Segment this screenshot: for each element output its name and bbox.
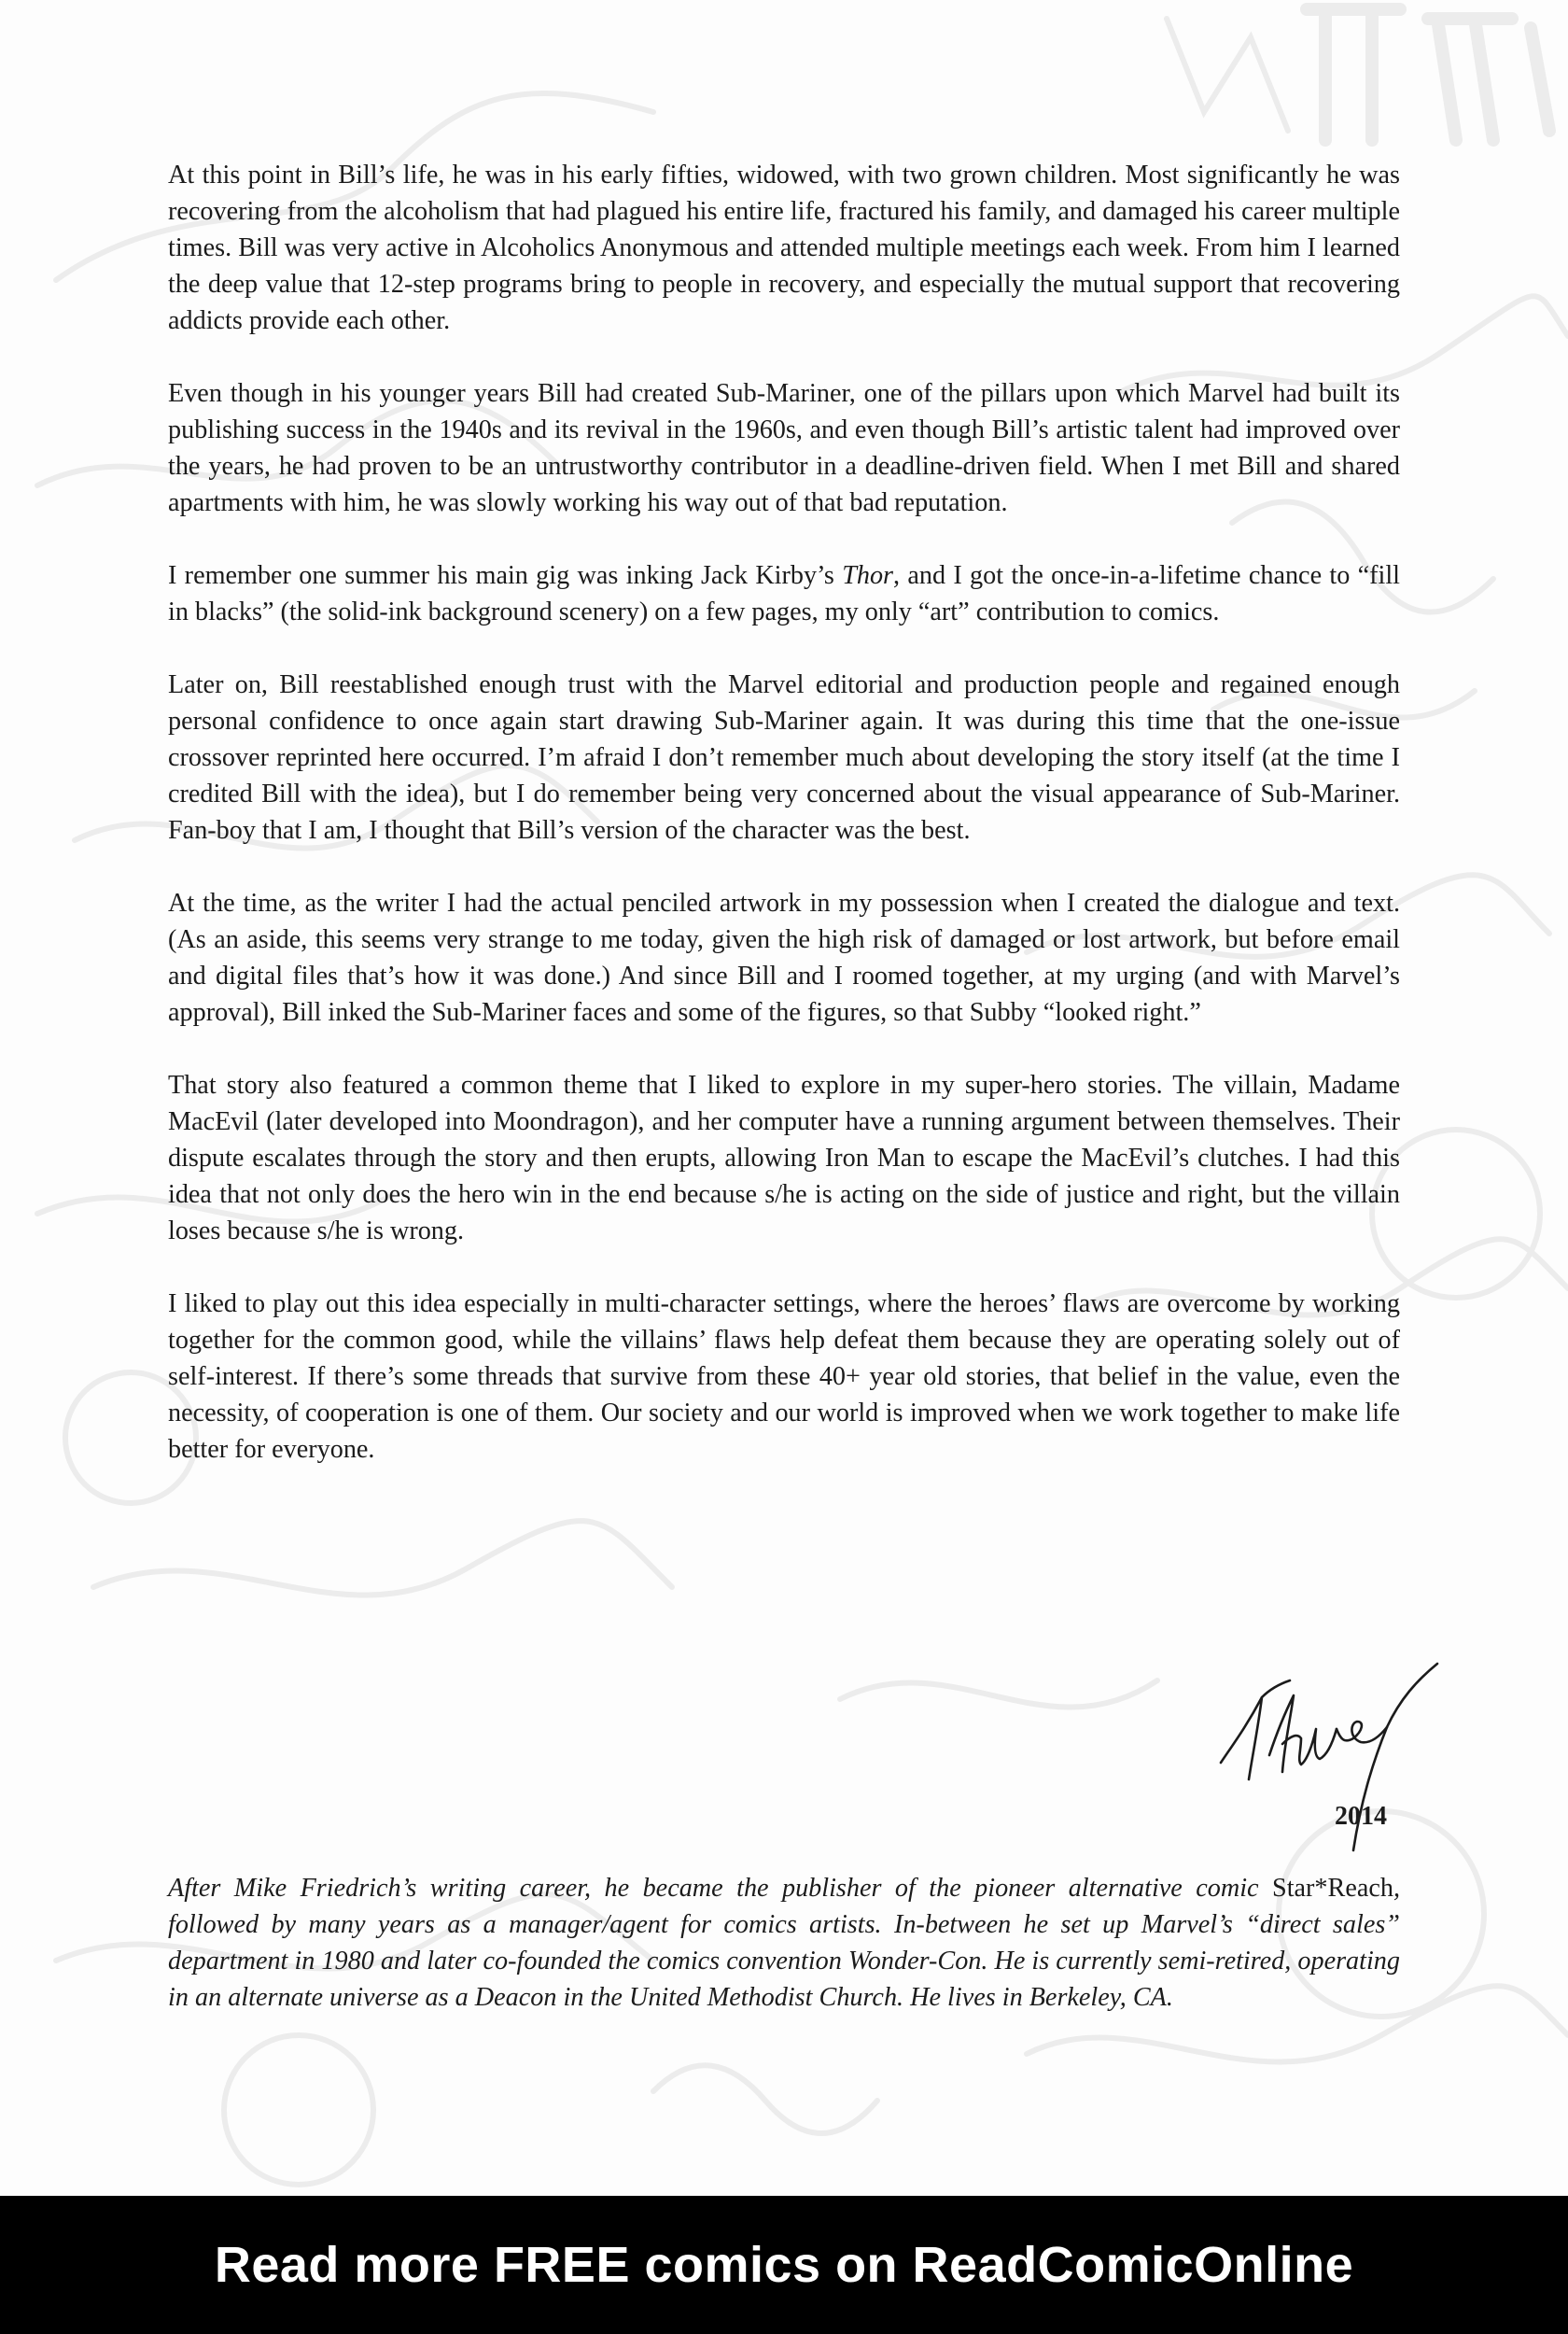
article-paragraph [168, 1067, 1400, 1249]
paragraph-text: At this point in Bill’s life, he was in his early fifties, widowed, with two grown children. Most significantly he was recovering from the alcoholism that had plagued his entire life, fractured his family, and damaged his career multiple times. Bill was very active in Alcoholics Anonymous and attended multiple meetings each week. From him I learned the deep value that 12-step programs bring to people in recovery, and especially the mutual support that recovering addicts provide each other. [168, 161, 1400, 335]
article-body [168, 157, 1400, 1504]
paragraph-text: Later on, Bill reestablished enough trust with the Marvel editorial and production people and regained enough personal confidence to once again start drawing Sub-Mariner again. It was during this time that the one-issue crossover reprinted here occurred. I’m afraid I don’t remember much about developing the story itself (at the time I credited Bill with the idea), but I do remember being very concerned about the visual appearance of Sub-Mariner. Fan-boy that I am, I thought that Bill’s version of the character was the best. [168, 670, 1400, 845]
paragraph-text: I remember one summer his main gig was inking Jack Kirby’s [168, 561, 843, 590]
paragraph-text: That story also featured a common theme that I liked to explore in my super-hero stories. The villain, Madame MacEvil (later developed into Moondragon), and her computer have a running argument between themselves. Their dispute escalates through the story and then erupts, allowing Iron Man to escape the MacEvil’s clutches. I had this idea that not only does the hero win in the end because s/he is acting on the side of justice and right, but the villain loses because s/he is wrong. [168, 1071, 1400, 1245]
author-bio [168, 1870, 1400, 2016]
bio-text: After Mike Friedrich’s writing career, he became the publisher of the pioneer alternative comic [168, 1874, 1273, 1903]
article-paragraph [168, 1286, 1400, 1468]
book-title-thor: Thor [842, 561, 894, 590]
signature-year: 2014 [1335, 1802, 1387, 1831]
article-paragraph [168, 557, 1400, 630]
article-paragraph [168, 885, 1400, 1031]
paragraph-text: I liked to play out this idea especially in multi-character settings, where the heroes’ flaws are overcome by working together for the common good, while the villains’ flaws help defeat them because they are operating solely out of self-interest. If there’s some threads that survive from these 40+ year old stories, that belief in the value, even the necessity, of cooperation is one of them. Our society and our world is improved when we work together to make life better for everyone. [168, 1289, 1400, 1464]
paragraph-text: At the time, as the writer I had the actual penciled artwork in my possession when I created the dialogue and text. (As an aside, this seems very strange to me today, given the high risk of damaged or lost artwork, but before email and digital files that’s how it was done.) And since Bill and I roomed together, at my urging (and with Marvel’s approval), Bill inked the Sub-Mariner faces and some of the figures, so that Subby “looked right.” [168, 889, 1400, 1027]
footer-banner[interactable] [0, 2196, 1568, 2334]
paragraph-text: Even though in his younger years Bill had created Sub-Mariner, one of the pillars upon which Marvel had built its publishing success in the 1940s and its revival in the 1960s, and even though Bill’s artistic talent had improved over the years, he had proven to be an untrustworthy contributor in a deadline-driven field. When I met Bill and shared apartments with him, he was slowly working his way out of that bad reputation. [168, 379, 1400, 517]
handwritten-signature [1204, 1652, 1447, 1858]
article-paragraph [168, 157, 1400, 339]
article-paragraph [168, 667, 1400, 849]
article-paragraph [168, 375, 1400, 521]
bio-publication-title: Star*Reach [1272, 1874, 1393, 1903]
paragraph-text: , and I got the once-in-a-lifetime chance to “fill in blacks” (the solid-ink background scenery) on a few pages, my only “art” contribution to comics. [168, 561, 1400, 626]
bio-text: , followed by many years as a manager/agent for comics artists. In-between he set up Marvel’s “direct sales” department in 1980 and later co-founded the comics convention Wonder-Con. He is currently semi-retired, operating in an alternate universe as a Deacon in the United Methodist Church. He lives in Berkeley, CA. [168, 1874, 1400, 2012]
footer-link-text[interactable]: Read more FREE comics on ReadComicOnline [214, 2237, 1354, 2293]
